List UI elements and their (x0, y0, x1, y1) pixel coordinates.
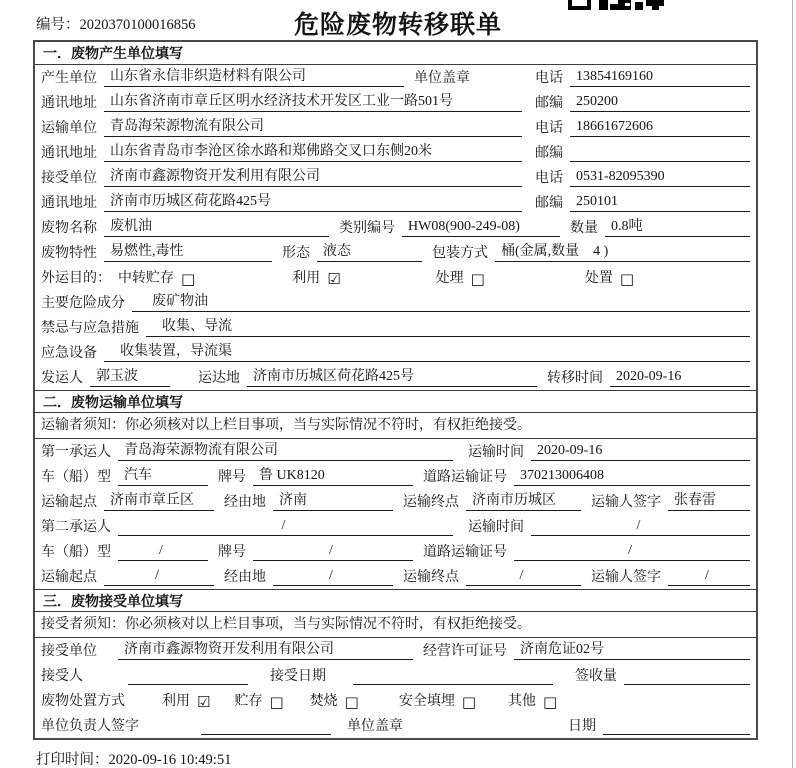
print-time-value: 2020-09-16 10:49:51 (108, 752, 232, 768)
section3-header: 三．废物接受单位填写 (35, 589, 756, 612)
zip-label: 邮编 (535, 196, 563, 211)
quantity-label: 数量 (570, 221, 598, 236)
document-number-label: 编号： (36, 17, 80, 33)
road-permit-label: 道路运输证号 (423, 470, 507, 485)
waste-name-value: 废机油 (104, 215, 329, 237)
receipt-qty-label: 签收量 (575, 669, 617, 684)
transport-time-label: 运输时间 (468, 520, 524, 535)
address-value: 山东省青岛市李沧区徐水路和郑佛路交叉口东侧20米 (104, 140, 522, 162)
disposal-method-label: 废物处置方式 (41, 694, 125, 709)
purpose-option-label: 处置 (584, 271, 613, 286)
disposal-option-label: 贮存 (234, 694, 263, 709)
accept-unit-label: 接受单位 (41, 644, 97, 659)
transporter-notice-text: 运输者须知：你必须核对以上栏目事项，当与实际情况不符时，有权拒绝接受。 (41, 418, 531, 433)
phone-label: 电话 (535, 171, 563, 186)
endpoint-label: 运输终点 (403, 495, 459, 510)
print-time (36, 748, 231, 768)
packing-value: 桶(金属,数量 4 ) (495, 240, 750, 262)
zip-value: 250200 (570, 94, 750, 112)
row-route-2 (35, 564, 756, 589)
document-header (0, 0, 796, 40)
disposal-option-label: 焚烧 (309, 694, 338, 709)
purpose-option-label: 处理 (435, 271, 464, 286)
via-value: / (273, 568, 393, 586)
zip-label: 邮编 (535, 96, 563, 111)
quantity-value: 0.8吨 (605, 215, 750, 237)
zip-group (535, 192, 750, 212)
address-value: 济南市历城区荷花路425号 (104, 190, 522, 212)
row-receiver (35, 165, 756, 190)
disposal-option-other (508, 690, 557, 710)
first-carrier-value: 青岛海荣源物流有限公司 (118, 439, 453, 461)
second-carrier-label: 第二承运人 (41, 520, 111, 535)
zip-group (535, 92, 750, 112)
purpose-option-label: 利用 (292, 271, 321, 286)
road-permit-label: 道路运输证号 (423, 545, 507, 560)
row-disposal-method (35, 688, 756, 713)
checkbox-treat: □ (470, 270, 485, 288)
phone-label: 电话 (535, 121, 563, 136)
row-producer-address (35, 90, 756, 115)
page-title: 危险废物转移联单 (293, 11, 502, 39)
row-waste-traits (35, 240, 756, 265)
address-label: 通讯地址 (41, 146, 97, 161)
phone-value: 0531-82095390 (570, 169, 750, 187)
origin-label: 运输起点 (41, 570, 97, 585)
destination-value: 济南市历城区荷花路425号 (247, 365, 537, 387)
via-value: 济南 (273, 489, 393, 511)
checkbox-incinerate: □ (344, 693, 359, 711)
vehicle-type-value: 汽车 (118, 464, 208, 486)
receipt-qty-value-blank (624, 683, 750, 685)
accept-date-value-blank (353, 683, 553, 685)
section1-header: 一．废物产生单位填写 (35, 42, 756, 65)
row-acceptor (35, 663, 756, 688)
checkbox-other: □ (543, 693, 558, 711)
origin-label: 运输起点 (41, 495, 97, 510)
row-transporter-notice (35, 413, 756, 439)
shipper-value: 郭玉波 (90, 365, 170, 387)
via-label: 经由地 (224, 495, 266, 510)
row-emergency-equipment (35, 340, 756, 365)
checkbox-transfer-storage: □ (181, 270, 196, 288)
row-producer (35, 65, 756, 90)
disposal-option-label: 安全填埋 (398, 694, 455, 709)
checkbox-utilize: ☑ (197, 693, 211, 711)
category-value: HW08(900-249-08) (402, 219, 560, 237)
zip-value: 250101 (570, 194, 750, 212)
receiver-label: 接受单位 (41, 171, 97, 186)
date-label: 日期 (568, 719, 596, 734)
taboo-label: 禁忌与应急措施 (41, 321, 139, 336)
waste-traits-value: 易燃性,毒性 (104, 240, 272, 262)
form-value: 液态 (317, 240, 422, 262)
row-vehicle-2 (35, 539, 756, 564)
accept-date-label: 接受日期 (270, 669, 326, 684)
row-first-carrier (35, 439, 756, 464)
print-time-label: 打印时间： (36, 752, 109, 768)
endpoint-value: / (466, 568, 581, 586)
row-hazard-component (35, 290, 756, 315)
manifest-form-table (33, 40, 758, 740)
hazard-label: 主要危险成分 (41, 296, 125, 311)
phone-label: 电话 (535, 71, 563, 86)
license-value: 济南危证02号 (514, 638, 750, 660)
vehicle-type-value: / (118, 543, 208, 561)
address-label: 通讯地址 (41, 196, 97, 211)
row-transporter (35, 115, 756, 140)
transfer-time-value: 2020-09-16 (610, 369, 750, 387)
road-permit-value: 370213006408 (514, 468, 750, 486)
producer-value: 山东省永信非织造材料有限公司 (104, 65, 404, 87)
purpose-option-treat (436, 267, 485, 287)
disposal-option-incinerate (310, 690, 359, 710)
checkbox-storage: □ (269, 693, 284, 711)
road-permit-value: / (514, 543, 750, 561)
row-accept-unit (35, 638, 756, 663)
address-value: 山东省济南市章丘区明水经济技术开发区工业一路501号 (104, 90, 522, 112)
origin-value: / (104, 568, 214, 586)
second-carrier-value: / (118, 518, 453, 536)
category-label: 类别编号 (339, 221, 395, 236)
disposal-option-storage (234, 690, 283, 710)
phone-group (535, 67, 750, 87)
purpose-label: 外运目的： (41, 271, 111, 286)
phone-value: 18661672606 (570, 119, 750, 137)
disposal-option-label: 其他 (508, 694, 537, 709)
checkbox-dispose: □ (619, 270, 635, 288)
plate-label: 牌号 (218, 470, 246, 485)
plate-value: 鲁 UK8120 (253, 464, 413, 486)
page-right-edge-line (792, 0, 793, 768)
equipment-value: 收集装置，导流渠 (104, 340, 750, 362)
producer-label: 产生单位 (41, 71, 97, 86)
zip-value-blank (570, 160, 750, 162)
origin-value: 济南市章丘区 (104, 489, 214, 511)
row-shipper (35, 365, 756, 390)
transport-time-value: / (531, 518, 750, 536)
disposal-option-landfill (399, 690, 476, 710)
receiver-notice-text: 接受者须知：你必须核对以上栏目事项，当与实际情况不符时，有权拒绝接受。 (41, 617, 531, 632)
hazard-value: 废矿物油 (132, 290, 750, 312)
carrier-sign-label: 运输人签字 (591, 495, 661, 510)
row-receiver-notice (35, 612, 756, 638)
row-receiver-address (35, 190, 756, 215)
equipment-label: 应急设备 (41, 346, 97, 361)
acceptor-value-blank (128, 683, 248, 685)
transport-time-value: 2020-09-16 (531, 443, 750, 461)
carrier-sign-value: 张春雷 (668, 489, 750, 511)
row-transporter-address (35, 140, 756, 165)
plate-label: 牌号 (218, 545, 246, 560)
unit-seal-label: 单位盖章 (347, 719, 403, 734)
accept-unit-value: 济南市鑫源物资开发利用有限公司 (118, 638, 413, 660)
row-waste-name (35, 215, 756, 240)
date-value-blank (603, 733, 750, 735)
purpose-option-transfer (118, 267, 195, 287)
phone-group (535, 167, 750, 187)
row-chief-signature (35, 713, 756, 738)
carrier-sign-value: / (668, 568, 750, 586)
row-purpose (35, 265, 756, 290)
disposal-option-utilize (162, 690, 210, 710)
transporter-value: 青岛海荣源物流有限公司 (104, 115, 522, 137)
chief-sign-label: 单位负责人签字 (41, 719, 139, 734)
checkbox-utilize: ☑ (327, 270, 341, 288)
transporter-label: 运输单位 (41, 121, 97, 136)
row-taboo-measures (35, 315, 756, 340)
phone-group (535, 117, 750, 137)
first-carrier-label: 第一承运人 (41, 445, 111, 460)
taboo-value: 收集、导流 (146, 315, 750, 337)
acceptor-label: 接受人 (41, 669, 83, 684)
via-label: 经由地 (224, 570, 266, 585)
purpose-option-dispose (585, 267, 634, 287)
disposal-option-label: 利用 (162, 694, 190, 709)
vehicle-type-label: 车（船）型 (41, 470, 111, 485)
license-label: 经营许可证号 (423, 644, 507, 659)
transport-time-label: 运输时间 (468, 445, 524, 460)
vehicle-type-label: 车（船）型 (41, 545, 111, 560)
row-route-1 (35, 489, 756, 514)
address-label: 通讯地址 (41, 96, 97, 111)
row-second-carrier (35, 514, 756, 539)
carrier-sign-label: 运输人签字 (591, 570, 661, 585)
qr-code-fragment (568, 0, 664, 10)
packing-label: 包装方式 (432, 246, 488, 261)
waste-traits-label: 废物特性 (41, 246, 97, 261)
chief-sign-value-blank (201, 733, 331, 735)
zip-group (535, 142, 750, 162)
shipper-label: 发运人 (41, 371, 83, 386)
row-vehicle-1 (35, 464, 756, 489)
purpose-option-label: 中转贮存 (118, 271, 174, 286)
section2-header: 二．废物运输单位填写 (35, 390, 756, 413)
form-label: 形态 (282, 246, 310, 261)
document-number-value: 2020370100016856 (79, 17, 196, 33)
receiver-value: 济南市鑫源物资开发利用有限公司 (104, 165, 522, 187)
purpose-option-utilize (292, 267, 340, 287)
unit-seal-label: 单位盖章 (414, 71, 470, 86)
plate-value: / (253, 543, 413, 561)
endpoint-value: 济南市历城区 (466, 489, 581, 511)
transfer-time-label: 转移时间 (547, 371, 603, 386)
checkbox-landfill: □ (461, 693, 477, 711)
waste-name-label: 废物名称 (41, 221, 97, 236)
phone-value: 13854169160 (570, 69, 750, 87)
zip-label: 邮编 (535, 146, 563, 161)
destination-label: 运达地 (198, 371, 240, 386)
endpoint-label: 运输终点 (403, 570, 459, 585)
